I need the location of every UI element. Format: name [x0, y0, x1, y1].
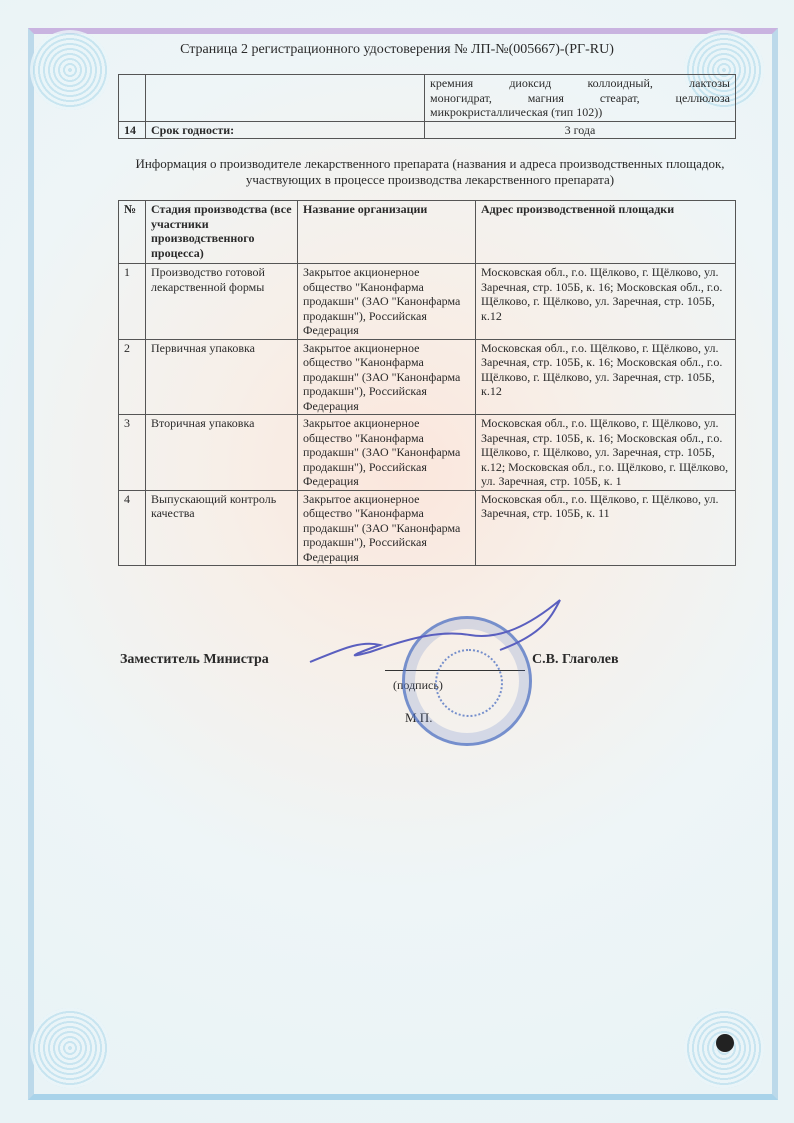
address-cell: Московская обл., г.о. Щёлково, г. Щёлково, ул. Заречная, стр. 105Б, к. 11 [476, 490, 736, 566]
row-label: Срок годности: [146, 121, 425, 139]
stage-cell: Производство готовой лекарственной формы [146, 264, 298, 340]
stage-cell: Первичная упаковка [146, 339, 298, 415]
row-number: 2 [119, 339, 146, 415]
rosette-ornament [30, 1008, 110, 1088]
column-header: № [119, 201, 146, 264]
manufacturers-table [118, 200, 736, 566]
table-row [119, 415, 736, 491]
seal-caption: М.П. [405, 710, 433, 725]
row-number: 14 [119, 121, 146, 139]
column-header: Адрес производственной площадки [476, 201, 736, 264]
row-number: 1 [119, 264, 146, 340]
shelf-life-value: 3 года [425, 121, 736, 139]
address-cell: Московская обл., г.о. Щёлково, г. Щёлково, ул. Заречная, стр. 105Б, к. 16; Московская обл., г.о. Щёлково, г. Щёлково, ул. Заречная, стр. 105Б, к.12; Московская обл., г.о. Щёлково, г. Щёлково, ул. Заречная, стр. 105Б, к. 1 [476, 415, 736, 491]
address-cell: Московская обл., г.о. Щёлково, г. Щёлково, ул. Заречная, стр. 105Б, к. 16; Московская обл., г.о. Щёлково, г. Щёлково, ул. Заречная, стр. 105Б, к.12 [476, 264, 736, 340]
row-number: 4 [119, 490, 146, 566]
composition-table [118, 74, 736, 139]
address-cell: Московская обл., г.о. Щёлково, г. Щёлково, ул. Заречная, стр. 105Б, к. 16; Московская обл., г.о. Щёлково, г. Щёлково, ул. Заречная, стр. 105Б, к.12 [476, 339, 736, 415]
cell-text: микрокристаллическая (тип 102)) [430, 105, 603, 119]
stage-cell: Выпускающий контроль качества [146, 490, 298, 566]
cell-text: кремния диоксид коллоидный, лактозы [430, 76, 730, 90]
column-header: Название организации [298, 201, 476, 264]
page-title: Страница 2 регистрационного удостоверения № ЛП-№(005667)-(РГ-RU) [180, 42, 614, 57]
org-cell: Закрытое акционерное общество "Канонфарма продакшн" (ЗАО "Канонфарма продакшн"), Российская Федерация [298, 415, 476, 491]
signature-caption: (подпись) [393, 678, 443, 692]
signatory-name: С.В. Глаголев [532, 652, 619, 667]
row-number: 3 [119, 415, 146, 491]
punch-hole [716, 1034, 734, 1052]
table-row [119, 339, 736, 415]
table-row [119, 490, 736, 566]
signatory-position: Заместитель Министра [120, 652, 269, 667]
org-cell: Закрытое акционерное общество "Канонфарма продакшн" (ЗАО "Канонфарма продакшн"), Российская Федерация [298, 339, 476, 415]
cell-text: моногидрат, магния стеарат, целлюлоза [430, 90, 730, 105]
org-cell: Закрытое акционерное общество "Канонфарма продакшн" (ЗАО "Канонфарма продакшн"), Российская Федерация [298, 490, 476, 566]
stage-cell: Вторичная упаковка [146, 415, 298, 491]
table-row [119, 121, 736, 139]
manufacturer-info-heading: Информация о производителе лекарственного препарата (названия и адреса производственных площадок, участвующих в процессе производства лекарственного препарата) [135, 156, 725, 187]
org-cell: Закрытое акционерное общество "Канонфарма продакшн" (ЗАО "Канонфарма продакшн"), Российская Федерация [298, 264, 476, 340]
table-header-row [119, 201, 736, 264]
handwritten-signature [300, 590, 600, 670]
column-header: Стадия производства (все участники производственного процесса) [146, 201, 298, 264]
table-row [119, 264, 736, 340]
table-row [119, 75, 736, 122]
